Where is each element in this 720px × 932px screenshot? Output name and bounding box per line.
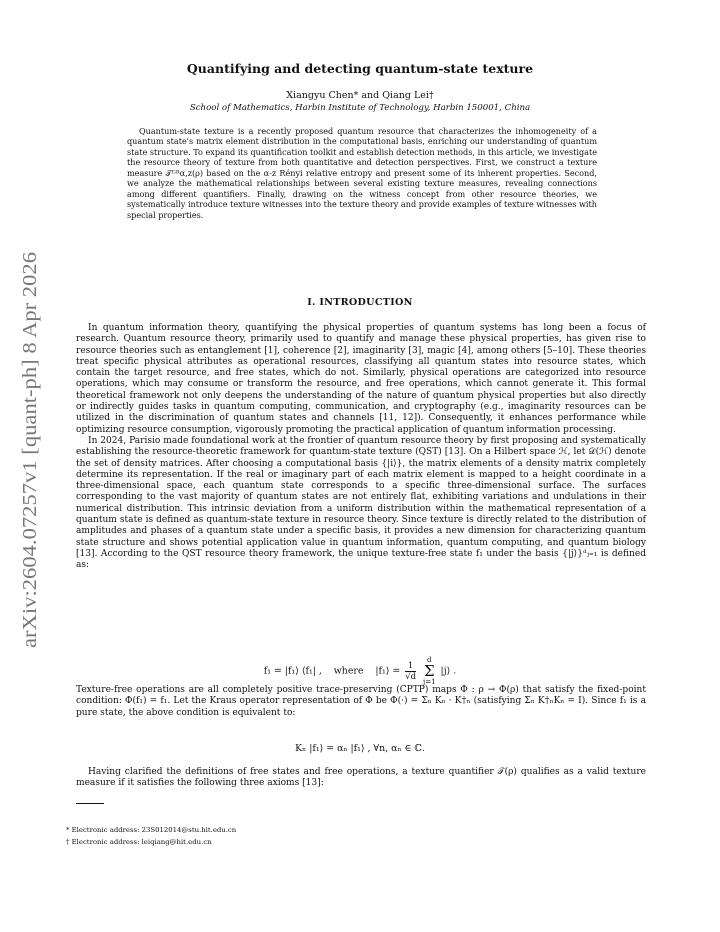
paragraph-parisio: In 2024, Parisio made foundational work at the frontier of quantum resource theory by first proposing and systematically establishing the resource-theoretic framework for quantum-state texture (QST) [13]. On a Hilbert space ℋ, let 𝒟(ℋ) denote the set of density matrices. After choosing a computational basis {|i⟩}, the matrix elements of a density matrix completely determine its representation. If the real or imaginary part of each matrix element is mapped to a height coordinate in a three-dimensional space, each quantum state corresponds to a specific three-dimensional surface. The surfaces corresponding to the vast majority of quantum states are not entirely flat, exhibiting variations and undulations in their numerical distribution. This intrinsic deviation from a uniform distribution within the mathematical representation of a quantum state is defined as quantum-state texture in resource theory. Since texture is directly related to the distribution of amplitudes and phases of a quantum state under a specific basis, it provides a new dimension for characterizing quantum state structure and shows potential application value in quantum information, quantum computing, and quantum biology [13]. According to the QST resource theory framework, the unique texture-free state f₁ under the basis {|j⟩}ᵈⱼ₌₁ is defined as: <box>76 435 646 571</box>
footnote-divider <box>76 803 104 804</box>
eq1-sum-bottom: j=1 <box>423 678 436 686</box>
paper-title: Quantifying and detecting quantum-state texture <box>186 61 534 76</box>
paper-authors: Xiangyu Chen* and Qiang Lei† <box>286 90 434 101</box>
eq1-sum-symbol: Σ <box>423 662 435 680</box>
equation-kraus: Kₙ |f₁⟩ = αₙ |f₁⟩ , ∀n, αₙ ∈ ℂ. <box>295 743 425 754</box>
eq1-fraction <box>405 661 416 682</box>
paper-affiliation: School of Mathematics, Harbin Institute of Technology, Harbin 150001, China <box>189 103 531 113</box>
abstract: Quantum-state texture is a recently proposed quantum resource that characterizes the inhomogeneity of a quantum state's matrix element distribution in the computational basis, enriching our understanding of quantum state structure. To expand its quantification toolkit and establish detection methods, in this article, we investigate the resource theory of texture from both quantitative and detection perspectives. First, we construct a texture measure 𝒯ᴳᴿα,z(ρ) based on the α-z Rényi relative entropy and present some of its inherent properties. Second, we analyze the mathematical relationships between several existing texture measures, revealing connections among different quantifiers. Finally, drawing on the witness concept from other resource theories, we systematically introduce texture witnesses into the texture theory and provide examples of texture witnesses with special properties. <box>127 126 597 220</box>
eq1-numerator: 1 <box>405 661 416 672</box>
body-text-block-2 <box>76 685 646 719</box>
arxiv-sidebar-stamp <box>8 250 48 650</box>
eq1-denominator: √d <box>405 671 417 682</box>
arxiv-identifier: arXiv:2604.07257v1 [quant-ph] 8 Apr 2026 <box>20 306 41 648</box>
eq1-left: f₁ = |f₁⟩ ⟨f₁| , <box>263 665 322 677</box>
body-text-block-3 <box>76 767 646 790</box>
equation-free-state <box>0 656 720 686</box>
paragraph-free-operations: Texture-free operations are all completely positive trace-preserving (CPTP) maps Φ : ρ → Φ(ρ) that satisfy the fixed-point condition: Φ(f₁) = f₁. Let the Kraus operator representation of Φ be Φ(·) = Σₙ Kₙ · K†ₙ (satisfying Σₙ K†ₙKₙ = I). Since f₁ is a pure state, the above condition is equivalent to: <box>76 685 646 718</box>
eq1-where: where <box>333 665 364 677</box>
eq1-sum-top: d <box>427 656 432 664</box>
section-heading: I. INTRODUCTION <box>307 297 413 308</box>
footnote-2: † Electronic address: leiqiang@hit.edu.cn <box>66 838 212 846</box>
eq1-ket: |f₁⟩ = <box>375 665 401 677</box>
footnote-1: * Electronic address: 23S012014@stu.hit.edu.cn <box>66 826 237 834</box>
paragraph-texture-quantifier: Having clarified the definitions of free states and free operations, a texture quantifier 𝒯(ρ) qualifies as a valid texture measure if it satisfies the following three axioms [13]: <box>76 767 646 789</box>
eq1-summation <box>423 656 436 686</box>
body-text-block-1 <box>76 323 646 572</box>
eq1-tail: |j⟩ . <box>440 665 457 677</box>
paragraph-intro: In quantum information theory, quantifying the physical properties of quantum systems has long been a focus of research. Quantum resource theory, primarily used to quantify and manage these physical properties, has given rise to resource theories such as entanglement [1], coherence [2], imaginarity [3], magic [4], among others [5–10]. These theories treat specific physical attributes as operational resources, classifying all quantum states into resource states, which contain the target resource, and free states, which do not. Similarly, physical operations are categorized into resource operations, which may consume or transform the resource, and free operations, which cannot generate it. This formal theoretical framework not only deepens the understanding of the nature of quantum physical properties but also directly or indirectly guides tasks in quantum computing, communication, and cryptography (e.g., imaginarity resources can be utilized in the discrimination of quantum states and channels [11, 12]). Consequently, it enhances performance while optimizing resource consumption, vigorously promoting the practical application of quantum information processing. <box>76 323 646 435</box>
